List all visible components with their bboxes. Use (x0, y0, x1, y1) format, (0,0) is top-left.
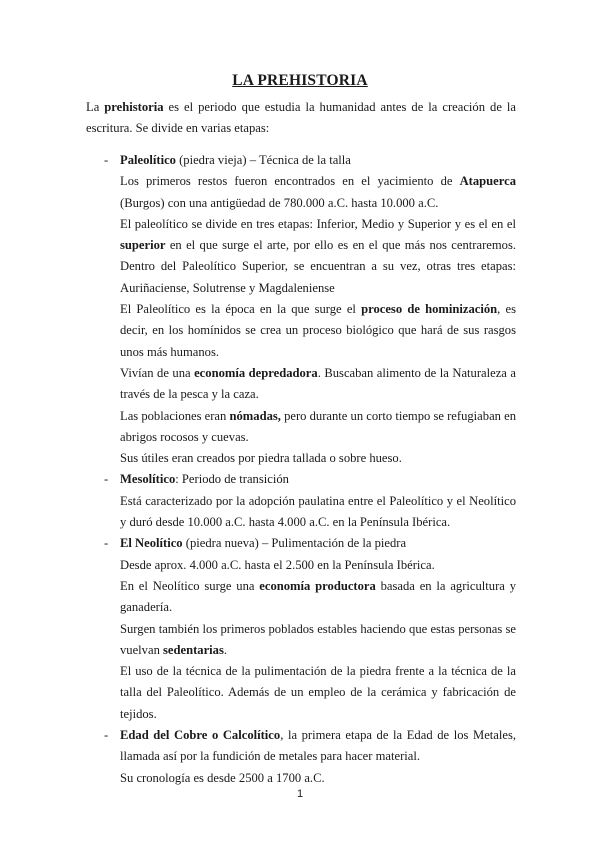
stage-heading-bold: Mesolítico (120, 472, 176, 487)
text: , es decir, en los homínidos se crea un proceso biológico que hará de sus rasgos unos más humanos. (120, 302, 516, 359)
stage-heading-rest: (piedra vieja) – Técnica de la talla (175, 153, 351, 167)
stage-heading (120, 533, 516, 554)
stage-heading-rest: , la primera etapa de la Edad de los Metales, llamada así por la fundición de metales para hacer material. (120, 728, 517, 764)
bullet-dash: - (104, 472, 109, 487)
stages-list (0, 150, 600, 789)
bold-term: nómadas, (229, 408, 281, 423)
paragraph: El uso de la técnica de la pulimentación de la piedra frente a la técnica de la talla del Paleolítico. Además de un empleo de la cerámica y fabricación de tejidos. (120, 664, 516, 721)
intro-bold-term: prehistoria (104, 100, 164, 114)
bullet-dash: - (104, 536, 109, 551)
stage-body (120, 533, 516, 725)
stage-heading (120, 725, 516, 768)
intro-paragraph (86, 97, 516, 140)
intro-text: La (86, 100, 105, 114)
text: El paleolítico se divide en tres etapas: Inferior, Medio y Superior y es el en el (120, 216, 516, 231)
stage-heading-bold: Edad del Cobre o Calcolítico (120, 728, 281, 743)
paragraph (120, 576, 516, 619)
text: . Buscaban alimento de la Naturaleza a través de la pesca y la caza. (120, 365, 516, 402)
bold-term: economía depredadora (194, 365, 318, 380)
paragraph (120, 363, 516, 406)
text: Las poblaciones eran (120, 408, 230, 423)
bullet-dash: - (104, 153, 109, 167)
stage-heading-bold: Paleolítico (120, 153, 176, 167)
paragraph: Sus útiles eran creados por piedra tallada o sobre hueso. (120, 451, 402, 466)
stage-body (120, 725, 516, 789)
text: (Burgos) con una antigüedad de 780.000 a.C. hasta 10.000 a.C. (120, 195, 439, 210)
bullet-dash: - (104, 728, 109, 743)
stage-heading (120, 150, 516, 171)
paragraph: Está caracterizado por la adopción paulatina entre el Paleolítico y el Neolítico y duró desde 10.000 a.C. hasta 4.000 a.C. en la Península Ibérica. (120, 493, 516, 530)
paragraph: Desde aprox. 4.000 a.C. hasta el 2.500 en la Península Ibérica. (120, 557, 435, 572)
text: Vivían de una (120, 365, 195, 380)
intro-text-rest: es el periodo que estudia la humanidad antes de la creación de la escritura. Se divide en varias etapas: (86, 100, 516, 136)
paragraph (120, 171, 516, 214)
stage-cobre (0, 725, 600, 789)
text: Los primeros restos fueron encontrados en el yacimiento de (120, 174, 460, 189)
bold-term: sedentarias (163, 642, 224, 657)
text: El Paleolítico es la época en la que surge el (120, 302, 362, 317)
text: En el Neolítico surge una (120, 578, 260, 593)
paragraph (120, 299, 516, 363)
stage-heading-rest: (piedra nueva) – Pulimentación de la piedra (182, 536, 407, 551)
bold-term: superior (120, 238, 166, 253)
stage-heading-bold: El Neolítico (120, 536, 183, 551)
stage-paleolitico (0, 150, 600, 469)
stage-heading (120, 469, 516, 490)
text: en el que surge el arte, por ello es en el que más nos centraremos. Dentro del Paleolítico Superior, se encuentran a su vez, otras tres etapas: Auriñaciense, Solutrense y Magdaleniense (120, 238, 516, 295)
paragraph: Su cronología es desde 2500 a 1700 a.C. (120, 770, 325, 785)
stage-body (120, 469, 516, 533)
page-title: LA PREHISTORIA (232, 72, 368, 89)
bold-term: proceso de hominización (361, 302, 498, 317)
stage-heading-rest: : Periodo de transición (175, 472, 289, 487)
stage-body (120, 150, 516, 469)
text: Surgen también los primeros poblados estables haciendo que estas personas se vuelvan (120, 621, 516, 657)
text: pero durante un corto tiempo se refugiaban en abrigos rocosos y cuevas. (120, 408, 517, 444)
bold-term: economía productora (259, 578, 376, 593)
stage-mesolitico (0, 469, 600, 533)
paragraph (120, 214, 516, 299)
paragraph (120, 406, 516, 449)
text: basada en la agricultura y ganadería. (120, 578, 516, 615)
stage-neolitico (0, 533, 600, 725)
page-number: 1 (296, 788, 304, 800)
bold-term: Atapuerca (459, 174, 516, 189)
paragraph (120, 619, 516, 662)
text: . (223, 642, 228, 657)
